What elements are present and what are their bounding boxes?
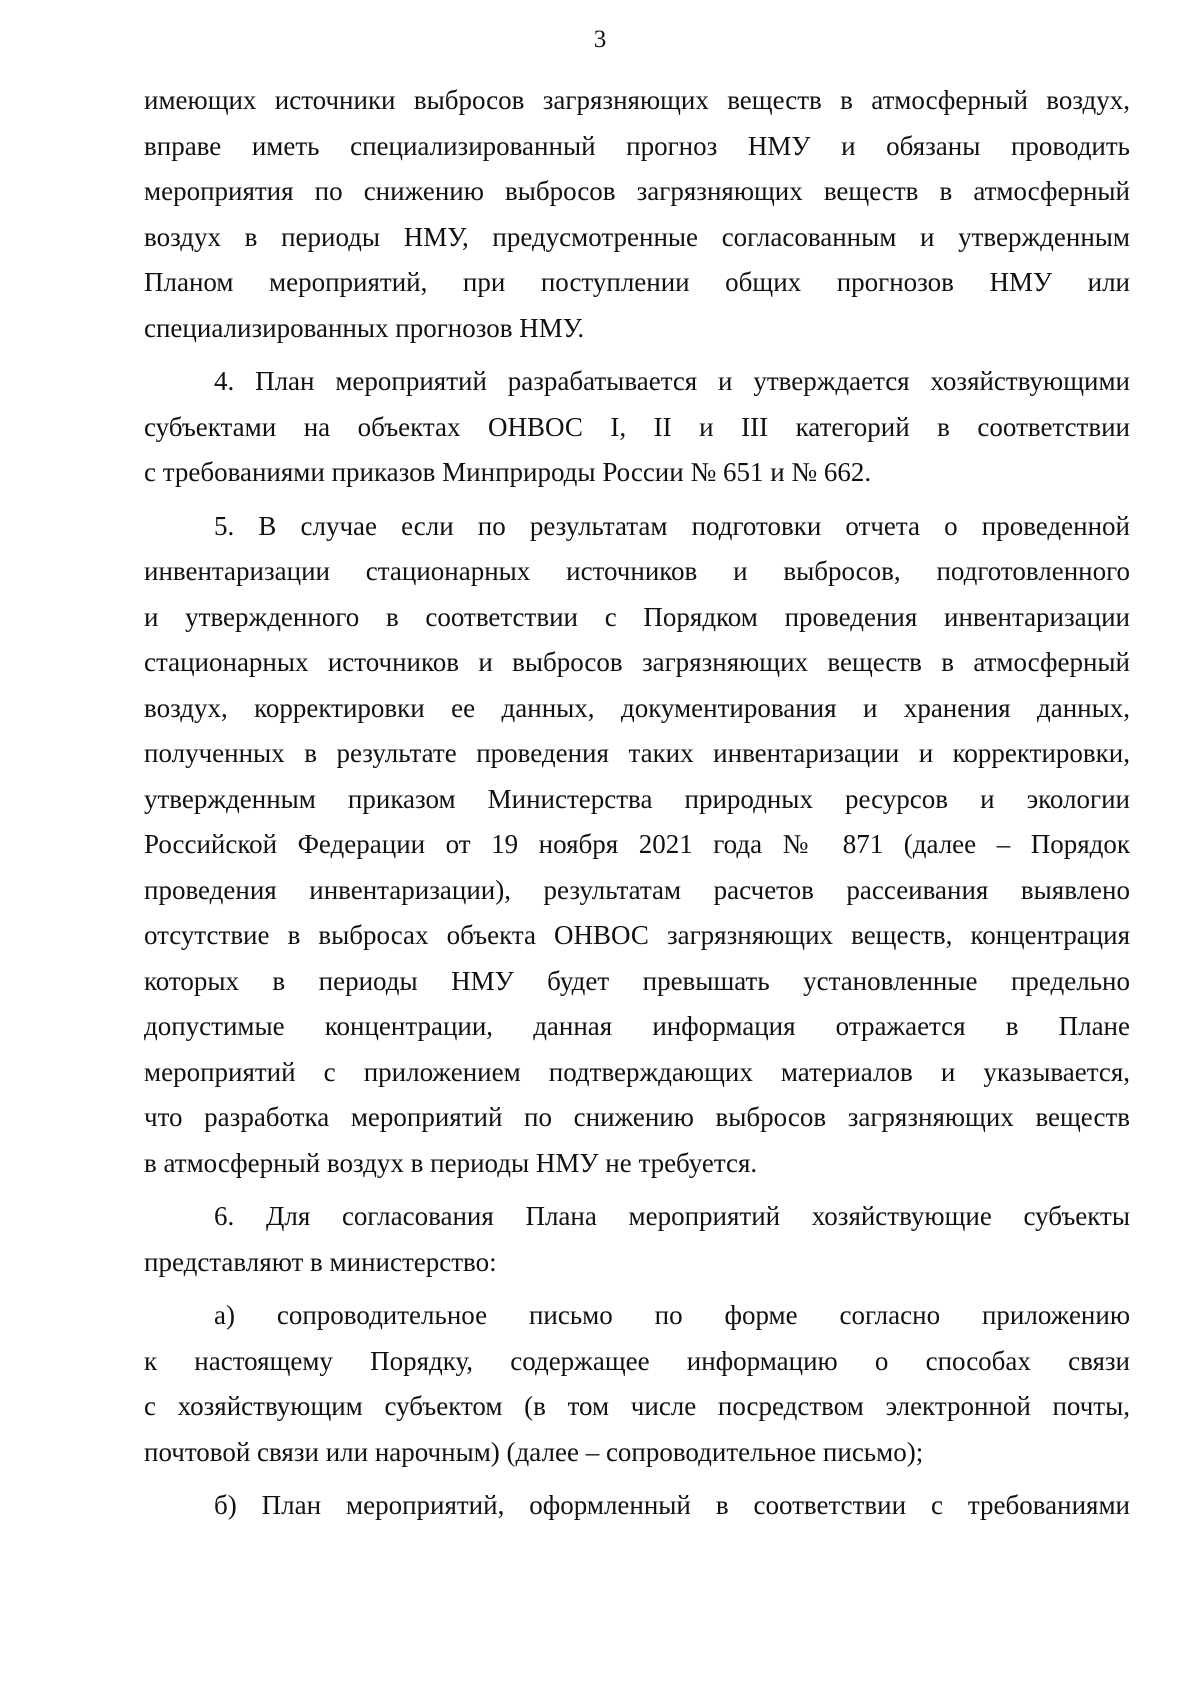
text-line: инвентаризации стационарных источников и выбросов, подготовленного <box>144 556 1130 586</box>
text-line: отсутствие в выбросах объекта ОНВОС загрязняющих веществ, концентрация <box>144 920 1130 950</box>
text-line: б) План мероприятий, оформленный в соответствии с требованиями <box>214 1490 1130 1520</box>
text-line: что разработка мероприятий по снижению выбросов загрязняющих веществ <box>144 1102 1130 1132</box>
text-line: 4. План мероприятий разрабатывается и утверждается хозяйствующими <box>214 366 1130 396</box>
text-line: и утвержденного в соответствии с Порядком проведения инвентаризации <box>144 601 1130 632</box>
document-body <box>144 78 1130 1529</box>
paragraph-gap <box>144 496 1130 504</box>
text-line: а) сопроводительное письмо по форме согласно приложению <box>214 1300 1130 1330</box>
text-line: полученных в результате проведения таких инвентаризации и корректировки, <box>144 738 1130 768</box>
text-line: в атмосферный воздух в периоды НМУ не требуется. <box>144 1147 758 1178</box>
text-line: воздух, корректировки ее данных, документирования и хранения данных, <box>144 692 1130 723</box>
paragraph-gap <box>144 1475 1130 1483</box>
paragraph-gap <box>144 351 1130 359</box>
text-line: специализированных прогнозов НМУ. <box>144 312 585 343</box>
text-line: Российской Федерации от 19 ноября 2021 года № 871 (далее – Порядок <box>144 829 1130 859</box>
text-line: к настоящему Порядку, содержащее информацию о способах связи <box>144 1345 1130 1376</box>
text-line: мероприятий с приложением подтверждающих материалов и указывается, <box>144 1056 1130 1087</box>
text-line: допустимые концентрации, данная информация отражается в Плане <box>144 1011 1130 1041</box>
page-number: 3 <box>593 26 607 53</box>
text-line: 5. В случае если по результатам подготовки отчета о проведенной <box>214 510 1130 541</box>
text-line: стационарных источников и выбросов загрязняющих веществ в атмосферный <box>144 647 1130 677</box>
text-line: проведения инвентаризации), результатам расчетов рассеивания выявлено <box>144 874 1130 905</box>
text-line: с хозяйствующим субъектом (в том числе посредством электронной почты, <box>144 1391 1130 1421</box>
text-line: воздух в периоды НМУ, предусмотренные согласованным и утвержденным <box>144 221 1130 252</box>
text-line: утвержденным приказом Министерства природных ресурсов и экологии <box>144 783 1130 814</box>
paragraph-gap <box>144 1186 1130 1194</box>
text-line: почтовой связи или нарочным) (далее – сопроводительное письмо); <box>144 1436 924 1467</box>
text-line: вправе иметь специализированный прогноз НМУ и обязаны проводить <box>144 130 1130 161</box>
paragraph-gap <box>144 1285 1130 1293</box>
text-line: мероприятия по снижению выбросов загрязняющих веществ в атмосферный <box>144 176 1130 206</box>
text-line: представляют в министерство: <box>144 1246 497 1277</box>
text-line: 6. Для согласования Плана мероприятий хозяйствующие субъекты <box>214 1201 1130 1231</box>
text-line: с требованиями приказов Минприроды России № 651 и № 662. <box>144 457 872 487</box>
text-line: которых в периоды НМУ будет превышать установленные предельно <box>144 965 1130 996</box>
text-line: Планом мероприятий, при поступлении общих прогнозов НМУ или <box>144 267 1130 297</box>
text-line: субъектами на объектах ОНВОС I, II и III категорий в соответствии <box>144 411 1130 442</box>
text-line: имеющих источники выбросов загрязняющих веществ в атмосферный воздух, <box>144 85 1130 115</box>
